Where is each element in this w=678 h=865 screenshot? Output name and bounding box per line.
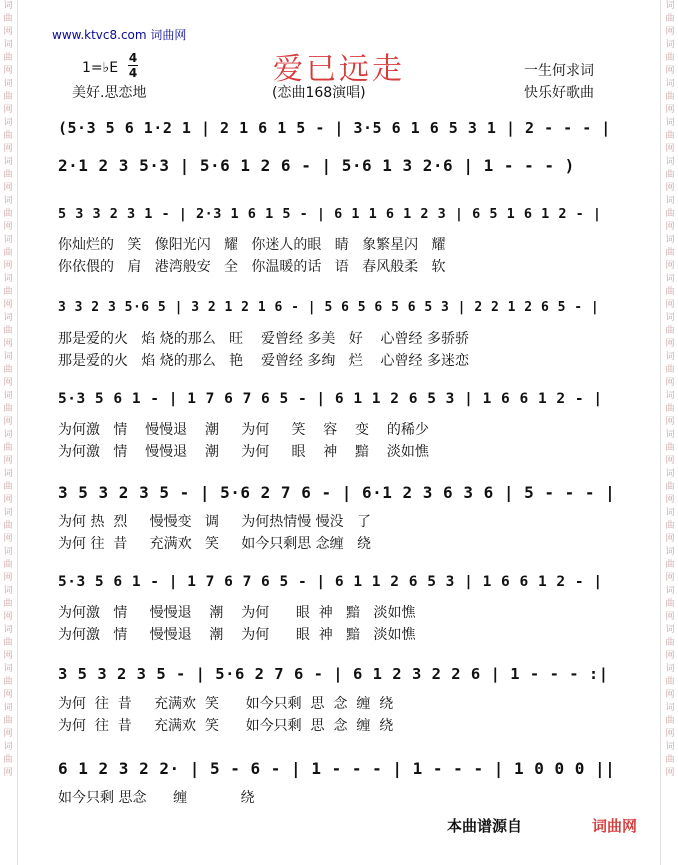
lyric-line-2: 你依偎的 肩 港湾般安 全 你温暖的话 语 春风般柔 软 xyxy=(58,259,446,275)
notation: 2·1 2 3 5·3 | 5·6 1 2 6 - | 5·6 1 3 2·6 | 1 - - - ) xyxy=(58,156,575,175)
lyricist: 一生何求词 xyxy=(524,63,594,79)
composer: 快乐好歌曲 xyxy=(524,85,594,101)
lyric-line-2: 那是爱的火 焰 烧的那么 艳 爱曾经 多绚 烂 心曾经 多迷恋 xyxy=(58,353,470,369)
right-border xyxy=(660,0,661,865)
lyric-line-1: 为何激 情 慢慢退 潮 为何 眼 神 黯 淡如憔 xyxy=(58,605,416,621)
notation: 6 1 2 3 2 2· | 5 - 6 - | 1 - - - | 1 - - - | 1 0 0 0 || xyxy=(58,759,616,778)
notation: 3 5 3 2 3 5 - | 5·6 2 7 6 - | 6·1 2 3 6 3 6 | 5 - - - | xyxy=(58,483,616,502)
lyric-line-1: 为何 往 昔 充满欢 笑 如今只剩 思 念 缠 绕 xyxy=(58,696,394,712)
notation: (5·3 5 6 1·2 1 | 2 1 6 1 5 - | 3·5 6 1 6 5 3 1 | 2 - - - | xyxy=(58,119,611,137)
notation: 5·3 5 6 1 - | 1 7 6 7 6 5 - | 6 1 1 2 6 5 3 | 1 6 6 1 2 - | xyxy=(58,574,603,590)
lyric-line-1: 你灿烂的 笑 像阳光闪 耀 你迷人的眼 睛 象繁星闪 耀 xyxy=(58,237,446,253)
lyric-line-2: 为何 往 昔 充满欢 笑 如今只剩 思 念 缠 绕 xyxy=(58,718,394,734)
time-top: 4 xyxy=(128,51,138,65)
notation: 5 3 3 2 3 1 - | 2·3 1 6 1 5 - | 6 1 1 6 1 2 3 | 6 5 1 6 1 2 - | xyxy=(58,206,602,222)
notation: 5·3 5 6 1 - | 1 7 6 7 6 5 - | 6 1 1 2 6 5 3 | 1 6 6 1 2 - | xyxy=(58,391,603,407)
song-title: 爱已远走 xyxy=(273,52,405,87)
watermark-left: 词曲网词曲网词曲网词曲网词曲网词曲网词曲网词曲网词曲网词曲网词曲网词曲网词曲网词曲网词曲网词曲网词曲网词曲网词曲网词曲网 xyxy=(3,1,13,778)
left-border xyxy=(17,0,18,865)
lyric-line-1: 那是爱的火 焰 烧的那么 旺 爱曾经 多美 好 心曾经 多骄骄 xyxy=(58,331,470,347)
watermark-right: 词曲网词曲网词曲网词曲网词曲网词曲网词曲网词曲网词曲网词曲网词曲网词曲网词曲网词曲网词曲网词曲网词曲网词曲网词曲网词曲网 xyxy=(665,1,675,778)
site-url[interactable]: www.ktvc8.com 词曲网 xyxy=(52,28,187,42)
key-signature: 1=♭E xyxy=(82,60,119,76)
lyric-line-2: 为何 往 昔 充满欢 笑 如今只剩思 念缠 绕 xyxy=(58,536,372,552)
lyric-line-1: 为何激 情 慢慢退 潮 为何 笑 容 变 的稀少 xyxy=(58,422,429,438)
performance-note: 美好.思恋地 xyxy=(72,85,147,101)
notation: 3 3 2 3 5·6 5 | 3 2 1 2 1 6 - | 5 6 5 6 5 6 5 3 | 2 2 1 2 6 5 - | xyxy=(58,300,600,315)
time-signature xyxy=(128,52,138,79)
song-source: (恋曲168演唱) xyxy=(272,85,366,101)
notation: 3 5 3 2 3 5 - | 5·6 2 7 6 - | 6 1 2 3 2 2 6 | 1 - - - :| xyxy=(58,665,609,683)
lyric-line-2: 为何激 情 慢慢退 潮 为何 眼 神 黯 淡如憔 xyxy=(58,627,416,643)
footer-logo[interactable]: 词曲网 xyxy=(592,817,638,835)
lyric-line-2: 为何激 情 慢慢退 潮 为何 眼 神 黯 淡如憔 xyxy=(58,444,429,460)
time-bottom: 4 xyxy=(128,66,138,80)
lyric-line-1: 为何 热 烈 慢慢变 调 为何热情慢 慢没 了 xyxy=(58,514,372,530)
lyric-line-1: 如今只剩 思念 缠 绕 xyxy=(58,790,255,806)
footer-source-label: 本曲谱源自 xyxy=(447,817,523,835)
